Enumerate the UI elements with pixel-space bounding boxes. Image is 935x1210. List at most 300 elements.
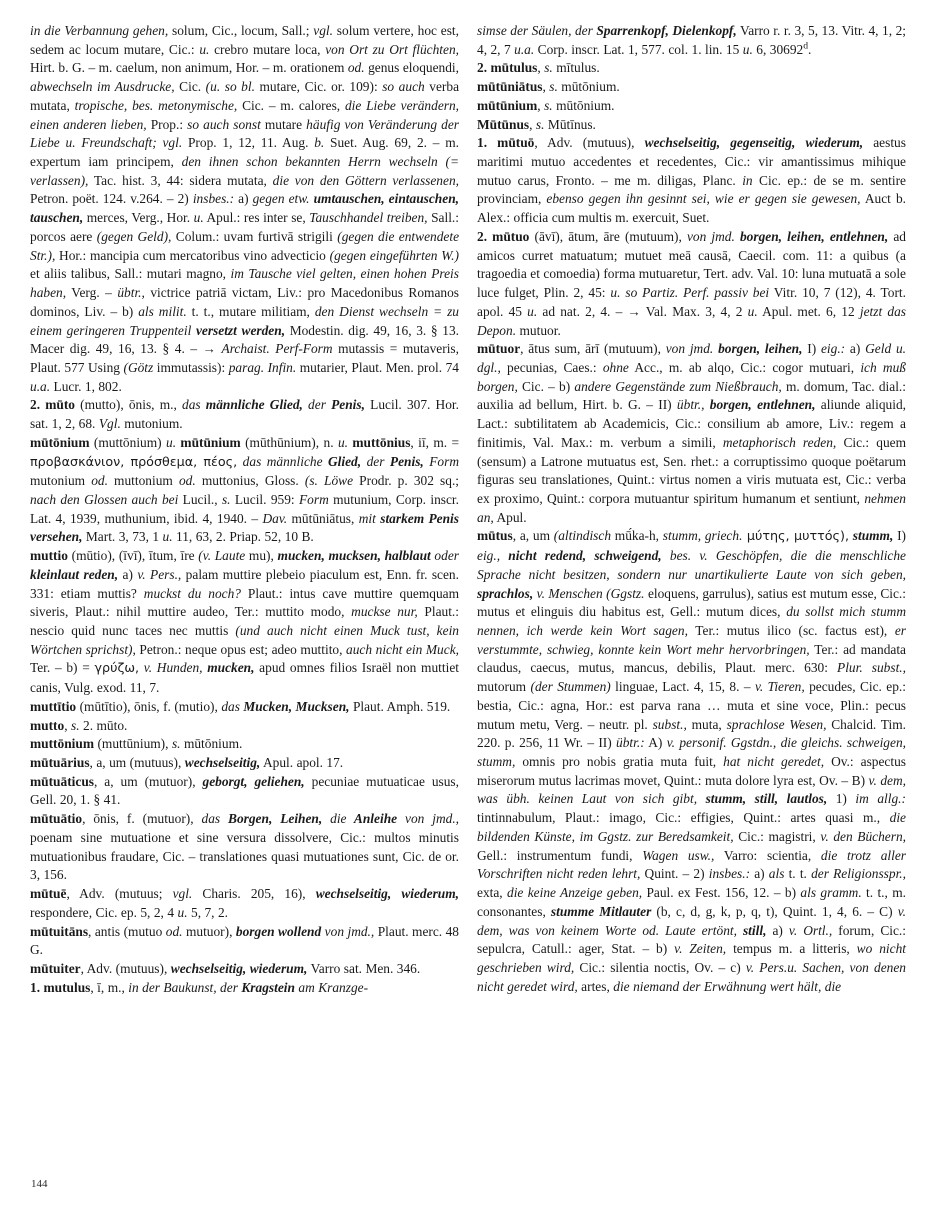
entry-segment: (der Stummen) — [530, 679, 611, 695]
entry-segment: 2. mūtulus — [477, 60, 538, 76]
entry-segment: (āvī), ātum, āre (mutuum), — [529, 228, 687, 244]
entry-segment: t. t., mutare militiam, — [186, 303, 315, 319]
entry-segment: et aliis talibus, Sall.: mutari magno, — [30, 266, 231, 282]
entry-segment: s. — [544, 97, 553, 113]
entry-segment: , a, um (mutuor), — [94, 773, 203, 789]
entry-segment: tempus m. a litteris, — [726, 941, 857, 957]
entry-segment: die von den Göttern verlassenen, — [272, 172, 459, 188]
entry-segment: still, — [736, 922, 767, 938]
entry-segment: stumm, still, lautlos, — [697, 791, 828, 807]
entry-segment: Hor.: mancipia cum mercatoribus vino advecticio — [55, 247, 330, 263]
entry-segment: 2. mūtuo — [477, 228, 530, 244]
entry-segment: wechselseitig, wiederum, — [315, 886, 459, 902]
entry-segment: exta, — [477, 885, 507, 901]
dictionary-entry — [30, 773, 459, 810]
entry-segment: aestus maritimi mutuo accedentes et recedentes, Cic.: vir amantissimus mihique mutuo carus, Fronto. – me m. diligas, Planc. — [477, 135, 906, 188]
entry-segment: so auch — [382, 79, 425, 95]
entry-segment: Plaut. merc. 48 G. — [30, 923, 459, 958]
entry-segment: , a, um (mutuus), — [89, 755, 185, 771]
entry-segment: mutarier, Plaut. Men. prol. 74 — [296, 359, 460, 375]
entry-segment: aliunde aliquid, Lact.: subtilitatem ab Academicis, Cic.: consilium ab amore, Liv.: regem a finitimis, Val. Max.: m. verbum a simili, — [477, 397, 906, 450]
entry-segment: Charis. 205, 16), — [192, 886, 316, 902]
page-number: 144 — [31, 1178, 48, 1190]
entry-segment: muckse nur, — [351, 604, 418, 620]
entry-segment: im allg.: — [855, 791, 906, 807]
entry-segment: v. Pers.u. Sachen, von denen nicht geredet wird, — [477, 959, 906, 994]
entry-segment: mūtūnium — [477, 97, 538, 113]
entry-segment: wechselseitig, gegenseitig, wiederum, — [644, 135, 864, 151]
entry-segment: a) — [845, 341, 866, 357]
entry-segment: a) — [234, 191, 253, 207]
entry-segment: Paul. ex Fest. 156, 12. – b) — [642, 885, 801, 901]
entry-segment: a) — [118, 566, 138, 582]
entry-segment: Plaut.: intus cave muttire quemquam siveris, Plaut.: nihil muttire audeo, Ter.: muttito modo, — [30, 585, 460, 620]
entry-segment: (mūtio), (īvī), ītum, īre — [67, 548, 199, 564]
entry-segment: mūtūniātus, — [287, 510, 359, 526]
dictionary-entry — [30, 979, 459, 998]
entry-segment: muttonium — [107, 473, 179, 489]
entry-segment: (mūthūnium), n. — [240, 434, 338, 450]
entry-segment: forum, Cic.: sepulcra, Catull.: ager, Stat. – b) — [477, 922, 906, 957]
entry-segment: , Adv. (mutuus), — [80, 960, 171, 976]
entry-segment: apud omnes filios Israël non muttiet canis, Vulg. exod. 11, 7. — [30, 660, 459, 696]
entry-segment: Prop. 1, 12, 11. Aug. — [182, 135, 315, 151]
entry-segment: pecudes, Cic. ep.: bestia, Cic.: agna, Hor.: est parva rana … muta et sine voce, Plin.: pecus mutum metu, Verg. – neutr. pl. — [477, 679, 907, 732]
entry-segment: der — [361, 453, 385, 469]
dictionary-entry — [30, 810, 459, 885]
entry-segment: mītulus. — [552, 60, 600, 76]
dictionary-entry — [30, 22, 459, 396]
entry-segment: von jmd. — [665, 341, 714, 357]
entry-segment: , — [537, 60, 545, 76]
entry-segment: u. — [747, 303, 758, 319]
dictionary-entry — [477, 527, 906, 996]
entry-segment: Quint. – 2) — [640, 866, 709, 882]
entry-segment: , iī, m. = — [410, 434, 460, 450]
entry-segment: mūtuor — [477, 341, 521, 357]
entry-segment: als milit. — [138, 303, 187, 319]
entry-segment: v. Hunden, — [139, 660, 203, 676]
entry-segment: 1. mūtuō — [477, 135, 535, 151]
entry-segment: borgen wollend — [235, 923, 322, 939]
entry-segment: Plur. subst., — [837, 660, 906, 676]
entry-segment: eloquens, garrulus), satius est mutum esse, Cic.: mutus et elinguis diu habitus est, Gell.: mutum dices, — [477, 585, 906, 620]
entry-segment: bes. v. Geschöpfen, die die menschliche Sprache nicht besitzen, sondern nur unartikulierte Laute von sich geben, — [477, 548, 907, 582]
entry-segment: am Kranzge- — [294, 979, 369, 995]
entry-segment: ebenso gegen ihn gesinnt sei, wie er gegen sie gewesen, — [546, 191, 861, 207]
entry-segment: sprachlos, — [477, 585, 534, 601]
entry-segment: Plaut.: nescio quid nunc taces nec muttis — [30, 604, 459, 638]
entry-segment: od. — [165, 923, 183, 939]
dictionary-entry — [477, 22, 906, 59]
entry-segment: kleinlaut reden, — [30, 566, 119, 582]
entry-segment: stumm, griech. — [662, 528, 743, 544]
entry-segment: Borgen, Leihen, — [220, 811, 323, 827]
entry-segment: , — [64, 717, 72, 733]
entry-segment: Cic.: silentia noctis, Ov. – c) — [574, 959, 746, 975]
entry-segment: od. — [347, 60, 365, 76]
entry-segment: v. Menschen (Ggstz. — [533, 585, 645, 601]
entry-segment: (b, c, d, g, k, p, q, t), Quint. 1, 4, 6. – C) — [651, 903, 898, 919]
entry-segment: muta, — [686, 716, 727, 732]
entry-segment: Prodr. p. 302 sq.; — [353, 473, 460, 489]
dictionary-entry — [30, 923, 459, 960]
entry-segment: (mūtītio), ōnis, f. (mutio), — [76, 698, 222, 714]
entry-segment: ich muß borgen, — [477, 359, 906, 394]
entry-segment: mūtuāticus — [30, 773, 94, 789]
entry-segment: eig., — [477, 548, 501, 564]
entry-segment: muttio — [30, 548, 68, 564]
entry-segment: stumm, — [849, 528, 894, 544]
dictionary-entry — [30, 547, 459, 698]
entry-segment: andere Gegenstände zum Nießbrauch, — [574, 378, 782, 394]
entry-segment: genus eloquendi, — [364, 60, 459, 76]
entry-segment: , — [529, 116, 536, 132]
entry-segment: I) — [893, 528, 906, 544]
entry-segment: crebro mutare loca, — [209, 41, 326, 57]
dictionary-entry — [477, 134, 906, 228]
entry-segment: Kragstein — [237, 979, 295, 995]
entry-segment: der Religionsspr., — [811, 866, 906, 882]
entry-segment: die keine Anzeige geben, — [507, 885, 643, 901]
entry-segment: u. — [199, 41, 210, 57]
entry-segment: Petron. poët. 124. v.264. – 2) — [30, 191, 193, 207]
entry-segment: Chalcid. Tim. 220. p. 256, 11 Wr. – II) — [477, 716, 906, 751]
entry-segment: ad amicos curret matuatum; mutuet meā causā, Caecil. com. 11: a quibus (a tragoedia et comoedia) forma mutuaretur, Tert. adv. Val. 10: luna mutuatā a sole luce fulget, Plin. 2, 45: — [477, 228, 906, 301]
entry-segment: von jmd., — [397, 811, 460, 827]
entry-segment: v. Tieren, — [754, 679, 805, 695]
entry-segment: , Adv. (mutuus), — [534, 135, 645, 151]
entry-segment: mūtōnium — [30, 434, 90, 450]
entry-segment: Mucken, Mucksen, — [239, 698, 350, 714]
entry-segment: borgen, entlehnen, — [704, 397, 816, 413]
entry-segment: 2. mūto. — [79, 717, 128, 733]
entry-segment: häufig von Veränderung der Liebe u. Freundschaft; vgl. — [30, 116, 460, 151]
entry-segment: 11, 63, 2. Priap. 52, 10 B. — [172, 529, 314, 545]
entry-segment: Penis, — [384, 453, 424, 469]
entry-segment: mutassis = mutaveris, Plaut. 577 Using — [30, 341, 459, 375]
entry-segment: od. — [178, 473, 196, 489]
entry-segment: mūtus — [477, 528, 513, 544]
entry-segment: oder — [430, 548, 459, 564]
entry-segment: Apul. — [493, 509, 527, 525]
entry-segment: in die Verbannung gehen, — [30, 23, 169, 38]
entry-segment: vgl. — [172, 886, 193, 902]
entry-segment: muttōnium — [30, 736, 94, 752]
entry-segment: abwechseln im Ausdrucke, — [30, 79, 175, 95]
entry-segment: Cic.: quem (sensum) a Latrone mutuatus est, Sen. rhet.: a corruptissimo quoque poëtarum figuras seu translationes, Quint.: virtus nomen a viris mutuata est, Cic.: verba ex proximo, Quint.: corpora mutuantur spiritum humanum et sentiunt, — [477, 434, 907, 506]
entry-segment: mutuor), — [182, 923, 236, 939]
entry-segment: I) — [802, 341, 821, 357]
entry-segment: stumme Mitlauter — [550, 903, 652, 919]
entry-segment: u. — [742, 41, 753, 57]
entry-segment: im Tausche viel gelten, einen hohen Preis haben, — [30, 266, 459, 301]
entry-segment: Mūtīnus. — [544, 116, 596, 132]
entry-segment: u. — [162, 529, 173, 545]
entry-segment: (muttūnium), — [94, 736, 172, 752]
entry-segment: die Liebe verändern, einen anderen lieben, — [30, 97, 460, 132]
entry-segment: Vgl. — [98, 416, 121, 432]
entry-segment: parag. Infin. — [228, 359, 297, 375]
entry-segment: Colum.: uvam furtivā strigili — [171, 228, 338, 244]
entry-segment: Corp. inscr. Lat. 1, 577. col. 1. lin. 15 — [534, 41, 743, 57]
entry-segment: u. — [337, 434, 348, 450]
entry-segment: v. Ortl., — [788, 922, 833, 938]
entry-segment: 1) — [827, 791, 856, 807]
entry-segment: ad nat. 2, 4. – → Val. Max. 3, 4, 2 — [537, 303, 748, 319]
entry-segment: Apul.: res inter se, — [203, 210, 310, 226]
entry-segment: jetzt das Depon. — [477, 303, 906, 338]
entry-segment: als gramm. — [800, 885, 862, 901]
entry-segment: mū́ka-h, — [611, 528, 663, 544]
entry-segment: 5, 7, 2. — [187, 904, 229, 920]
entry-segment: (und auch nicht einen Muck tust, kein Wörtchen sprichst), — [30, 623, 459, 657]
entry-segment: Penis, — [325, 397, 365, 413]
entry-segment: in — [742, 172, 753, 188]
entry-segment: nicht redend, schweigend, — [500, 548, 662, 564]
entry-segment: , antis (mutuo — [88, 923, 166, 939]
entry-segment: mutonium — [30, 473, 92, 489]
entry-segment: von jmd. — [686, 228, 735, 244]
entry-segment: das — [201, 811, 221, 827]
entry-segment: mit — [358, 510, 376, 526]
entry-segment: Sall.: porcos aere — [30, 210, 459, 244]
entry-segment: 1. mutulus — [30, 979, 91, 995]
dictionary-entry — [477, 228, 906, 340]
entry-segment: Varro sat. Men. 346. — [307, 960, 421, 976]
entry-segment: Lucil. 307. Hor. sat. 1, 2, 68. — [30, 397, 459, 432]
entry-segment: die niemand der Erwähnung wert hält, die — [613, 978, 842, 994]
entry-segment: umtauschen, eintauschen, tauschen, — [30, 191, 459, 226]
entry-segment: den ihnen schon bekannten Herrn wechseln (= verlassen), — [30, 154, 459, 188]
entry-segment: als — [768, 866, 785, 882]
entry-segment: b. — [314, 135, 325, 151]
entry-segment: mutorum — [477, 679, 531, 695]
entry-segment: das — [182, 397, 201, 413]
entry-segment: 6, 30692 — [752, 41, 804, 57]
entry-segment: , ātus sum, ārī (mutuum), — [520, 341, 666, 357]
entry-segment: mūtōnium. — [180, 736, 243, 752]
entry-segment: muttonius, Gloss. — [195, 473, 305, 489]
dictionary-entry — [30, 434, 459, 547]
entry-segment: (Götz — [123, 359, 154, 375]
entry-segment: (muttōnium) — [89, 434, 166, 450]
entry-segment: mūtuārius — [30, 755, 90, 771]
entry-segment: vgl. — [313, 23, 333, 38]
entry-segment: γρύζω, — [94, 661, 140, 677]
entry-segment: s. — [221, 491, 231, 507]
entry-segment: u.a. — [514, 41, 535, 57]
left-text-column — [30, 22, 459, 997]
entry-segment: pecunias, Caes.: — [500, 359, 603, 375]
entry-segment: Ter.: mutus ilico (sc. factus est), — [687, 623, 895, 638]
entry-segment: (gegen die entwendete Str.), — [30, 228, 460, 263]
entry-segment: Hirt. b. G. – m. caelum, non animum, Hor. – m. orationem — [30, 60, 348, 76]
dictionary-entry — [30, 698, 459, 717]
entry-segment: s. — [544, 60, 553, 76]
entry-segment: , — [542, 79, 550, 95]
entry-segment: victrice patriā victam, Liv.: pro Macedonibus Romanos dominos, Liv. – b) — [30, 285, 459, 319]
entry-segment: mutonium. — [120, 416, 183, 432]
right-text-column — [477, 22, 906, 996]
entry-segment: u. — [527, 303, 538, 319]
entry-segment: v. personif. Ggstdn., die gleichs. schweigen, stumm, — [477, 735, 906, 770]
entry-segment: mucken, mucksen, halblaut — [277, 548, 431, 564]
entry-segment: Modestin. dig. 49, 16, 3. § 13. Macer dig. 49, 16, 13. § 4. – → — [30, 322, 459, 357]
page-columns — [30, 22, 906, 1167]
entry-segment: , — [537, 97, 545, 113]
entry-segment: Cic. — [174, 79, 206, 95]
entry-segment: ohne — [602, 359, 629, 375]
entry-segment: versetzt werden, — [191, 322, 286, 338]
entry-segment: u. so Partiz. Perf. passiv bei — [610, 285, 770, 301]
entry-segment: mūtuātio — [30, 811, 83, 827]
entry-segment: Ter. – b) = — [30, 660, 95, 676]
entry-segment: v. den Büchern, — [820, 828, 906, 844]
entry-segment: eig.: — [820, 341, 846, 357]
dictionary-entry — [477, 116, 906, 135]
entry-segment: Wagen usw., — [642, 847, 715, 863]
entry-segment: mūtuē — [30, 886, 67, 902]
entry-segment: , Adv. (mutuus; — [66, 886, 173, 902]
entry-segment: geborgt, geliehen, — [202, 773, 305, 789]
entry-segment: wechselseitig, — [184, 755, 261, 771]
entry-segment: mutunium, Corp. inscr. Lat. 4, 1939, muthunium, ibid. 4, 1940. – — [30, 491, 459, 526]
entry-segment: Cic. ep.: de se m. sentire provinciam, — [477, 172, 907, 207]
entry-segment: übtr.: — [616, 735, 645, 751]
entry-segment: u. — [177, 904, 188, 920]
entry-segment: t. t. — [784, 866, 812, 882]
entry-segment: sprachlose Wesen, — [726, 716, 827, 732]
entry-segment: Vitr. 10, 7 (12), 4. Tort. apol. 45 — [477, 285, 906, 319]
entry-segment: m. domum, Tac. dial.: auxilia ad bellum, Hirt. b. G. – II) — [477, 378, 906, 413]
entry-segment: mutare — [260, 116, 307, 132]
entry-segment: nach den Glossen auch bei — [30, 491, 179, 507]
entry-segment: mucken, — [202, 660, 255, 676]
entry-segment: v. Zeiten, — [674, 941, 727, 957]
entry-segment: Gell.: instrumentum fundi, — [477, 847, 643, 863]
entry-segment: mūtuitāns — [30, 923, 89, 939]
entry-segment: linguae, Lact. 4, 15, 8. – — [610, 679, 755, 695]
entry-segment: a) — [766, 922, 789, 938]
entry-segment: Apul. met. 6, 12 — [757, 303, 860, 319]
entry-segment: männliche Glied, — [200, 397, 303, 413]
entry-segment: d — [803, 40, 809, 52]
entry-segment: poenam sine mutuatione et sine versura dissolvere, Cic.: multos minutis mutuationibus fraudare, Cic. – translationes quasi mutuationes sunt, Cic. de or. 3, 156. — [30, 829, 459, 883]
entry-segment: von jmd., — [321, 923, 375, 939]
entry-segment: Cic.: magistri, — [733, 828, 821, 844]
entry-segment: Apul. apol. 17. — [260, 755, 344, 771]
dictionary-entry — [30, 735, 459, 754]
entry-segment: (s. Löwe — [304, 473, 354, 489]
dictionary-entry — [30, 885, 459, 922]
dictionary-entry — [30, 396, 459, 433]
entry-segment: mu), — [245, 548, 278, 564]
entry-segment: wechselseitig, wiederum, — [170, 960, 308, 976]
entry-segment: der — [302, 397, 326, 413]
entry-segment: u. — [193, 210, 204, 226]
entry-segment: muttōnius — [347, 434, 411, 450]
entry-segment: . — [808, 41, 812, 57]
dictionary-entry — [30, 717, 459, 736]
entry-segment: s. — [535, 116, 545, 132]
entry-segment: Form — [299, 491, 329, 507]
entry-segment: Sparrenkopf, Dielenkopf, — [592, 23, 737, 38]
entry-segment: wo nicht geschrieben wird, — [477, 941, 906, 975]
entry-segment: Verg. – — [66, 285, 118, 301]
entry-segment: a) — [750, 866, 769, 882]
entry-segment: Prop.: — [146, 116, 188, 132]
entry-segment: muttītio — [30, 698, 77, 714]
entry-segment: Lucr. 1, 802. — [50, 378, 122, 394]
entry-segment: borgen, leihen, — [713, 341, 803, 357]
entry-segment: Acc., m. ab alqo, Cic.: cogor mutuari, — [628, 359, 861, 375]
entry-segment: insbes.: — [192, 191, 235, 207]
entry-segment: Ov.: aspectus miserorum mutus lacrimas movet, Quint.: muta dolore lyra est, Ov. – B) — [477, 754, 906, 788]
entry-segment: gegen etw. — [252, 191, 310, 207]
entry-segment: Varro: scientia, — [714, 847, 821, 863]
entry-segment: προβασκάνιον, πρόσθεμα, πέος, — [30, 454, 238, 470]
entry-segment: v. dem, was übh. keinen Laut von sich gibt, — [477, 772, 906, 807]
entry-segment: simse der Säulen, der — [477, 23, 593, 38]
entry-segment: v. Pers., — [137, 566, 182, 582]
entry-segment: palam muttire plebeio piaculum est, Enn. fr. scen. 331: etiam muttis? — [30, 566, 459, 601]
entry-segment: , ōnis, f. (mutuor), — [82, 811, 202, 827]
entry-segment: (mutto), ōnis, m., — [74, 397, 183, 413]
entry-segment: Auct b. Alex.: officia cum multis m. exercuit, Suet. — [477, 191, 907, 226]
entry-segment: hat nicht geredet, — [723, 754, 825, 770]
entry-segment: mūtuiter — [30, 960, 81, 976]
entry-segment: u. — [166, 434, 177, 450]
entry-segment: u.a. — [30, 378, 51, 394]
entry-segment: artes, — [577, 978, 614, 994]
entry-segment: 2. mūto — [30, 397, 75, 413]
entry-segment: Petron.: neque opus est; adeo muttito, — [135, 641, 347, 657]
entry-segment: Mart. 3, 73, 1 — [82, 529, 163, 545]
entry-segment: mūtūnium — [176, 434, 241, 450]
entry-segment: verba mutata, — [30, 79, 460, 113]
entry-segment: Tac. hist. 3, 44: sidera mutata, — [88, 172, 273, 188]
entry-segment: s. — [171, 736, 181, 752]
dictionary-entry — [477, 97, 906, 116]
entry-segment: auch nicht ein Muck, — [346, 641, 459, 657]
entry-segment: übtr., — [676, 397, 705, 413]
entry-segment: Lucil. 959: — [230, 491, 299, 507]
entry-segment: mutuor. — [516, 322, 561, 338]
dictionary-entry — [477, 340, 906, 527]
entry-segment: metaphorisch reden, — [722, 434, 837, 450]
entry-segment: (u. so bl. — [205, 79, 255, 95]
entry-segment: mutare, Cic. or. 109): — [254, 79, 383, 95]
entry-segment: Plaut. Amph. 519. — [349, 698, 451, 714]
entry-segment: v. dem, was von keinem Worte od. Laute ertönt, — [477, 903, 906, 938]
entry-segment: tintinnabulum, Plaut.: imago, Cic.: effigies, Quint.: artes quasi m., — [477, 810, 890, 826]
entry-segment: t. t., m. consonantes, — [477, 885, 906, 919]
entry-segment: nehmen an, — [477, 490, 906, 525]
entry-segment: Anleihe — [346, 811, 398, 827]
entry-segment: mūtūniātus — [477, 79, 543, 95]
entry-segment: tropische, bes. metonymische, — [74, 97, 238, 113]
entry-segment: , ī, m., — [90, 979, 129, 995]
entry-segment: von Ort zu Ort flüchten, — [325, 41, 459, 57]
entry-segment: Suet. Aug. 69, 2. – m. expertum iam principem, — [30, 135, 459, 170]
entry-segment: borgen, leihen, entlehnen, — [734, 228, 889, 244]
entry-segment: Lucil., — [178, 491, 222, 507]
entry-segment: subst., — [652, 716, 687, 732]
entry-segment: so auch sonst — [187, 116, 261, 132]
entry-segment: (v. Laute — [198, 548, 246, 564]
entry-segment: Ter.: ad mandata claudus, caecus, mutus, mancus, debilis, Plaut. merc. 630: — [477, 641, 906, 676]
